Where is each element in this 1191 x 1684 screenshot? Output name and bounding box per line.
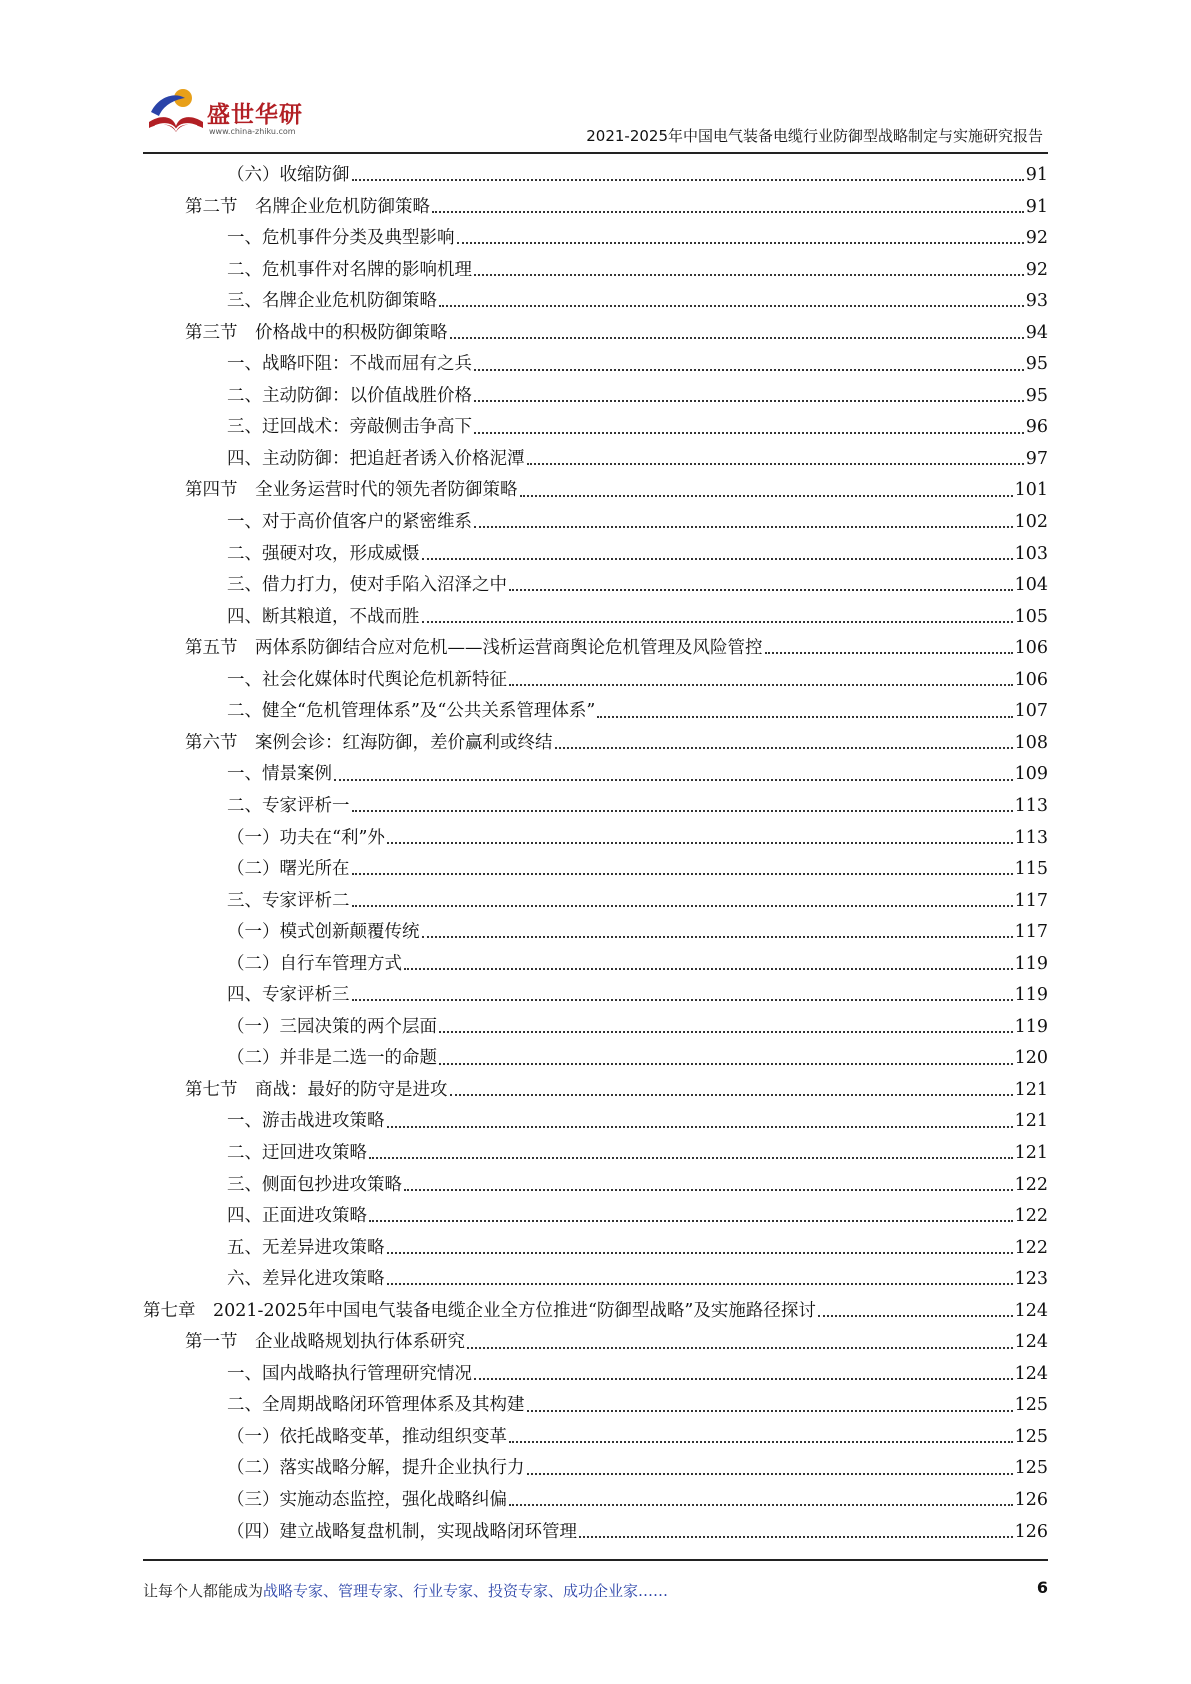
- toc-entry[interactable]: [143, 1043, 1048, 1075]
- toc-entry-title: 第一节 企业战略规划执行体系研究: [185, 1332, 465, 1353]
- toc-entry[interactable]: [143, 1453, 1048, 1485]
- toc-dot-leader: [509, 588, 1013, 591]
- toc-entry[interactable]: [143, 223, 1048, 255]
- toc-entry-page: 92: [1025, 228, 1048, 249]
- logo-text: 盛世华研: [207, 102, 303, 128]
- toc-dot-leader: [334, 778, 1013, 781]
- toc-entry-title: 第七节 商战：最好的防守是进攻: [185, 1079, 448, 1100]
- toc-entry-title: （一）功夫在“利”外: [227, 827, 385, 848]
- toc-entry[interactable]: [143, 444, 1048, 476]
- toc-entry-title: 一、危机事件分类及典型影响: [227, 228, 455, 249]
- toc-dot-leader: [404, 1188, 1013, 1191]
- toc-dot-leader: [527, 1472, 1013, 1475]
- toc-dot-leader: [352, 872, 1013, 875]
- toc-dot-leader: [387, 841, 1013, 844]
- toc-entry-page: 95: [1025, 354, 1048, 375]
- table-of-contents: [143, 160, 1048, 1548]
- toc-entry-page: 126: [1014, 1489, 1048, 1510]
- toc-entry-title: 第四节 全业务运营时代的领先者防御策略: [185, 480, 518, 501]
- toc-dot-leader: [439, 1030, 1013, 1033]
- toc-entry-page: 124: [1014, 1300, 1048, 1321]
- toc-entry-title: 二、全周期战略闭环管理体系及其构建: [227, 1395, 525, 1416]
- toc-entry-page: 107: [1014, 701, 1048, 722]
- toc-dot-leader: [474, 1377, 1013, 1380]
- toc-entry[interactable]: [143, 507, 1048, 539]
- toc-entry-title: 四、正面进攻策略: [227, 1206, 367, 1227]
- toc-entry-page: 113: [1014, 795, 1048, 816]
- toc-dot-leader: [555, 746, 1013, 749]
- toc-entry-title: 二、强硬对攻，形成威慑: [227, 543, 420, 564]
- toc-dot-leader: [387, 1282, 1013, 1285]
- toc-dot-leader: [422, 935, 1013, 938]
- toc-entry-title: 一、情景案例: [227, 764, 332, 785]
- toc-entry-title: （二）曙光所在: [227, 859, 350, 880]
- toc-entry-page: 121: [1014, 1111, 1048, 1132]
- toc-dot-leader: [352, 178, 1024, 181]
- toc-dot-leader: [369, 1156, 1013, 1159]
- toc-dot-leader: [474, 273, 1024, 276]
- header-divider: [143, 152, 1048, 154]
- toc-entry-title: 四、主动防御：把追赶者诱入价格泥潭: [227, 448, 525, 469]
- toc-dot-leader: [467, 1346, 1013, 1349]
- toc-entry-page: 119: [1014, 953, 1048, 974]
- toc-entry-title: 一、国内战略执行管理研究情况: [227, 1363, 472, 1384]
- toc-entry[interactable]: [143, 381, 1048, 413]
- toc-dot-leader: [439, 1062, 1013, 1065]
- toc-dot-leader: [765, 651, 1013, 654]
- toc-entry[interactable]: [143, 822, 1048, 854]
- toc-entry-title: 三、侧面包抄进攻策略: [227, 1174, 402, 1195]
- page-header: [0, 0, 1191, 160]
- toc-entry-title: 一、社会化媒体时代舆论危机新特征: [227, 669, 507, 690]
- toc-entry-title: 三、专家评析二: [227, 890, 350, 911]
- toc-entry-page: 109: [1014, 764, 1048, 785]
- toc-entry[interactable]: [143, 1170, 1048, 1202]
- toc-entry[interactable]: [143, 917, 1048, 949]
- toc-entry-title: （一）依托战略变革，推动组织变革: [227, 1426, 507, 1447]
- toc-dot-leader: [422, 557, 1013, 560]
- toc-entry[interactable]: [143, 1485, 1048, 1517]
- toc-entry[interactable]: [143, 570, 1048, 602]
- toc-entry[interactable]: [143, 728, 1048, 760]
- toc-entry[interactable]: [143, 949, 1048, 981]
- toc-entry[interactable]: [143, 602, 1048, 634]
- toc-dot-leader: [352, 998, 1013, 1001]
- logo-book-icon: [145, 82, 207, 144]
- toc-entry-page: 117: [1014, 922, 1048, 943]
- toc-entry-title: 六、差异化进攻策略: [227, 1269, 385, 1290]
- toc-entry[interactable]: [143, 286, 1048, 318]
- toc-entry-title: 二、主动防御：以价值战胜价格: [227, 385, 472, 406]
- toc-dot-leader: [597, 715, 1012, 718]
- toc-entry[interactable]: [143, 192, 1048, 224]
- toc-dot-leader: [439, 304, 1024, 307]
- toc-entry-page: 125: [1014, 1395, 1048, 1416]
- toc-dot-leader: [527, 462, 1024, 465]
- toc-dot-leader: [457, 241, 1024, 244]
- toc-dot-leader: [509, 1440, 1013, 1443]
- toc-entry[interactable]: [143, 1296, 1048, 1328]
- toc-dot-leader: [509, 1503, 1013, 1506]
- toc-dot-leader: [527, 1409, 1013, 1412]
- toc-entry[interactable]: [143, 791, 1048, 823]
- toc-entry[interactable]: [143, 1233, 1048, 1265]
- toc-entry[interactable]: [143, 1012, 1048, 1044]
- toc-entry-page: 106: [1014, 669, 1048, 690]
- toc-dot-leader: [520, 494, 1013, 497]
- toc-entry-title: （一）模式创新颠覆传统: [227, 922, 420, 943]
- toc-entry-page: 104: [1014, 575, 1048, 596]
- toc-entry-page: 124: [1014, 1363, 1048, 1384]
- toc-entry-title: （四）建立战略复盘机制，实现战略闭环管理: [227, 1521, 577, 1542]
- toc-entry-title: 四、断其粮道，不战而胜: [227, 606, 420, 627]
- toc-entry-page: 103: [1014, 543, 1048, 564]
- toc-entry-title: 一、游击战进攻策略: [227, 1111, 385, 1132]
- toc-entry[interactable]: [143, 1327, 1048, 1359]
- toc-entry[interactable]: [143, 539, 1048, 571]
- document-title: 2021-2025年中国电气装备电缆行业防御型战略制定与实施研究报告: [586, 127, 1043, 145]
- toc-entry[interactable]: [143, 475, 1048, 507]
- toc-entry[interactable]: [143, 980, 1048, 1012]
- toc-dot-leader: [579, 1535, 1013, 1538]
- toc-entry-page: 119: [1014, 985, 1048, 1006]
- toc-entry[interactable]: [143, 160, 1048, 192]
- toc-entry-page: 94: [1025, 322, 1048, 343]
- company-logo: [145, 82, 315, 150]
- toc-entry[interactable]: [143, 633, 1048, 665]
- toc-entry-title: 二、危机事件对名牌的影响机理: [227, 259, 472, 280]
- footer-slogan-prefix: 让每个人都能成为: [143, 1582, 264, 1600]
- toc-dot-leader: [474, 431, 1024, 434]
- toc-entry-title: 第七章 2021-2025年中国电气装备电缆企业全方位推进“防御型战略”及实施路径探讨: [143, 1300, 816, 1321]
- toc-entry[interactable]: [143, 1517, 1048, 1549]
- toc-entry[interactable]: [143, 886, 1048, 918]
- toc-entry-page: 113: [1014, 827, 1048, 848]
- toc-entry[interactable]: [143, 854, 1048, 886]
- toc-dot-leader: [387, 1125, 1013, 1128]
- toc-dot-leader: [450, 1093, 1013, 1096]
- toc-entry-title: （二）并非是二选一的命题: [227, 1048, 437, 1069]
- toc-entry[interactable]: [143, 1359, 1048, 1391]
- toc-dot-leader: [818, 1314, 1013, 1317]
- toc-entry-page: 122: [1014, 1174, 1048, 1195]
- logo-url: www.china-zhiku.com: [209, 127, 296, 136]
- toc-entry-title: 第二节 名牌企业危机防御策略: [185, 196, 430, 217]
- toc-entry-title: （二）自行车管理方式: [227, 953, 402, 974]
- toc-entry-page: 126: [1014, 1521, 1048, 1542]
- toc-entry-page: 92: [1025, 259, 1048, 280]
- toc-entry[interactable]: [143, 1106, 1048, 1138]
- toc-entry-page: 106: [1014, 638, 1048, 659]
- toc-entry-title: 二、健全“危机管理体系”及“公共关系管理体系”: [227, 701, 596, 722]
- toc-entry[interactable]: [143, 1390, 1048, 1422]
- toc-entry-page: 97: [1025, 448, 1048, 469]
- toc-entry[interactable]: [143, 665, 1048, 697]
- toc-entry-title: （六）收缩防御: [227, 165, 350, 186]
- page-number: 6: [1036, 1578, 1048, 1597]
- toc-entry-title: 二、迂回进攻策略: [227, 1142, 367, 1163]
- toc-dot-leader: [474, 525, 1013, 528]
- toc-entry[interactable]: [143, 255, 1048, 287]
- toc-entry-title: 三、迂回战术：旁敲侧击争高下: [227, 417, 472, 438]
- toc-entry[interactable]: [143, 696, 1048, 728]
- footer-slogan: [143, 1580, 668, 1601]
- footer-divider: [143, 1559, 1048, 1561]
- toc-entry-page: 124: [1014, 1332, 1048, 1353]
- toc-entry-page: 102: [1014, 512, 1048, 533]
- toc-entry-title: （二）落实战略分解，提升企业执行力: [227, 1458, 525, 1479]
- toc-entry-page: 91: [1025, 196, 1048, 217]
- toc-entry[interactable]: [143, 1201, 1048, 1233]
- toc-dot-leader: [432, 210, 1024, 213]
- toc-entry-page: 95: [1025, 385, 1048, 406]
- toc-dot-leader: [450, 336, 1024, 339]
- toc-dot-leader: [474, 368, 1024, 371]
- toc-entry-title: 三、名牌企业危机防御策略: [227, 291, 437, 312]
- toc-entry-page: 121: [1014, 1079, 1048, 1100]
- toc-entry-page: 120: [1014, 1048, 1048, 1069]
- toc-entry-page: 125: [1014, 1426, 1048, 1447]
- toc-entry-page: 108: [1014, 732, 1048, 753]
- toc-dot-leader: [387, 1251, 1013, 1254]
- toc-dot-leader: [404, 967, 1013, 970]
- toc-entry-title: （一）三园决策的两个层面: [227, 1016, 437, 1037]
- toc-entry[interactable]: [143, 1264, 1048, 1296]
- toc-dot-leader: [509, 683, 1013, 686]
- toc-entry[interactable]: [143, 412, 1048, 444]
- toc-entry-title: 三、借力打力，使对手陷入沼泽之中: [227, 575, 507, 596]
- toc-entry-page: 122: [1014, 1237, 1048, 1258]
- footer-slogan-highlight: 战略专家、管理专家、行业专家、投资专家、成功企业家……: [263, 1582, 669, 1600]
- toc-entry-title: 第三节 价格战中的积极防御策略: [185, 322, 448, 343]
- toc-entry-title: 第五节 两体系防御结合应对危机——浅析运营商舆论危机管理及风险管控: [185, 638, 763, 659]
- toc-dot-leader: [474, 399, 1024, 402]
- toc-entry[interactable]: [143, 1138, 1048, 1170]
- toc-entry-title: 第六节 案例会诊：红海防御，差价赢利或终结: [185, 732, 553, 753]
- toc-entry[interactable]: [143, 1422, 1048, 1454]
- toc-dot-leader: [352, 904, 1013, 907]
- toc-entry[interactable]: [143, 318, 1048, 350]
- toc-entry-page: 122: [1014, 1206, 1048, 1227]
- toc-entry-page: 96: [1025, 417, 1048, 438]
- toc-entry-page: 91: [1025, 165, 1048, 186]
- toc-dot-leader: [422, 620, 1013, 623]
- toc-entry-page: 121: [1014, 1142, 1048, 1163]
- toc-entry-page: 93: [1025, 291, 1048, 312]
- toc-dot-leader: [369, 1219, 1013, 1222]
- toc-entry-page: 125: [1014, 1458, 1048, 1479]
- toc-entry-page: 115: [1014, 859, 1048, 880]
- toc-entry-page: 123: [1014, 1269, 1048, 1290]
- toc-entry-title: 一、对于高价值客户的紧密维系: [227, 512, 472, 533]
- toc-entry[interactable]: [143, 759, 1048, 791]
- toc-entry[interactable]: [143, 349, 1048, 381]
- toc-entry-page: 117: [1014, 890, 1048, 911]
- toc-entry-title: 五、无差异进攻策略: [227, 1237, 385, 1258]
- toc-entry-page: 105: [1014, 606, 1048, 627]
- toc-entry-title: （三）实施动态监控，强化战略纠偏: [227, 1489, 507, 1510]
- toc-entry-title: 二、专家评析一: [227, 795, 350, 816]
- toc-entry-page: 101: [1014, 480, 1048, 501]
- toc-entry-title: 一、战略吓阻：不战而屈有之兵: [227, 354, 472, 375]
- toc-dot-leader: [352, 809, 1013, 812]
- toc-entry-page: 119: [1014, 1016, 1048, 1037]
- toc-entry[interactable]: [143, 1075, 1048, 1107]
- toc-entry-title: 四、专家评析三: [227, 985, 350, 1006]
